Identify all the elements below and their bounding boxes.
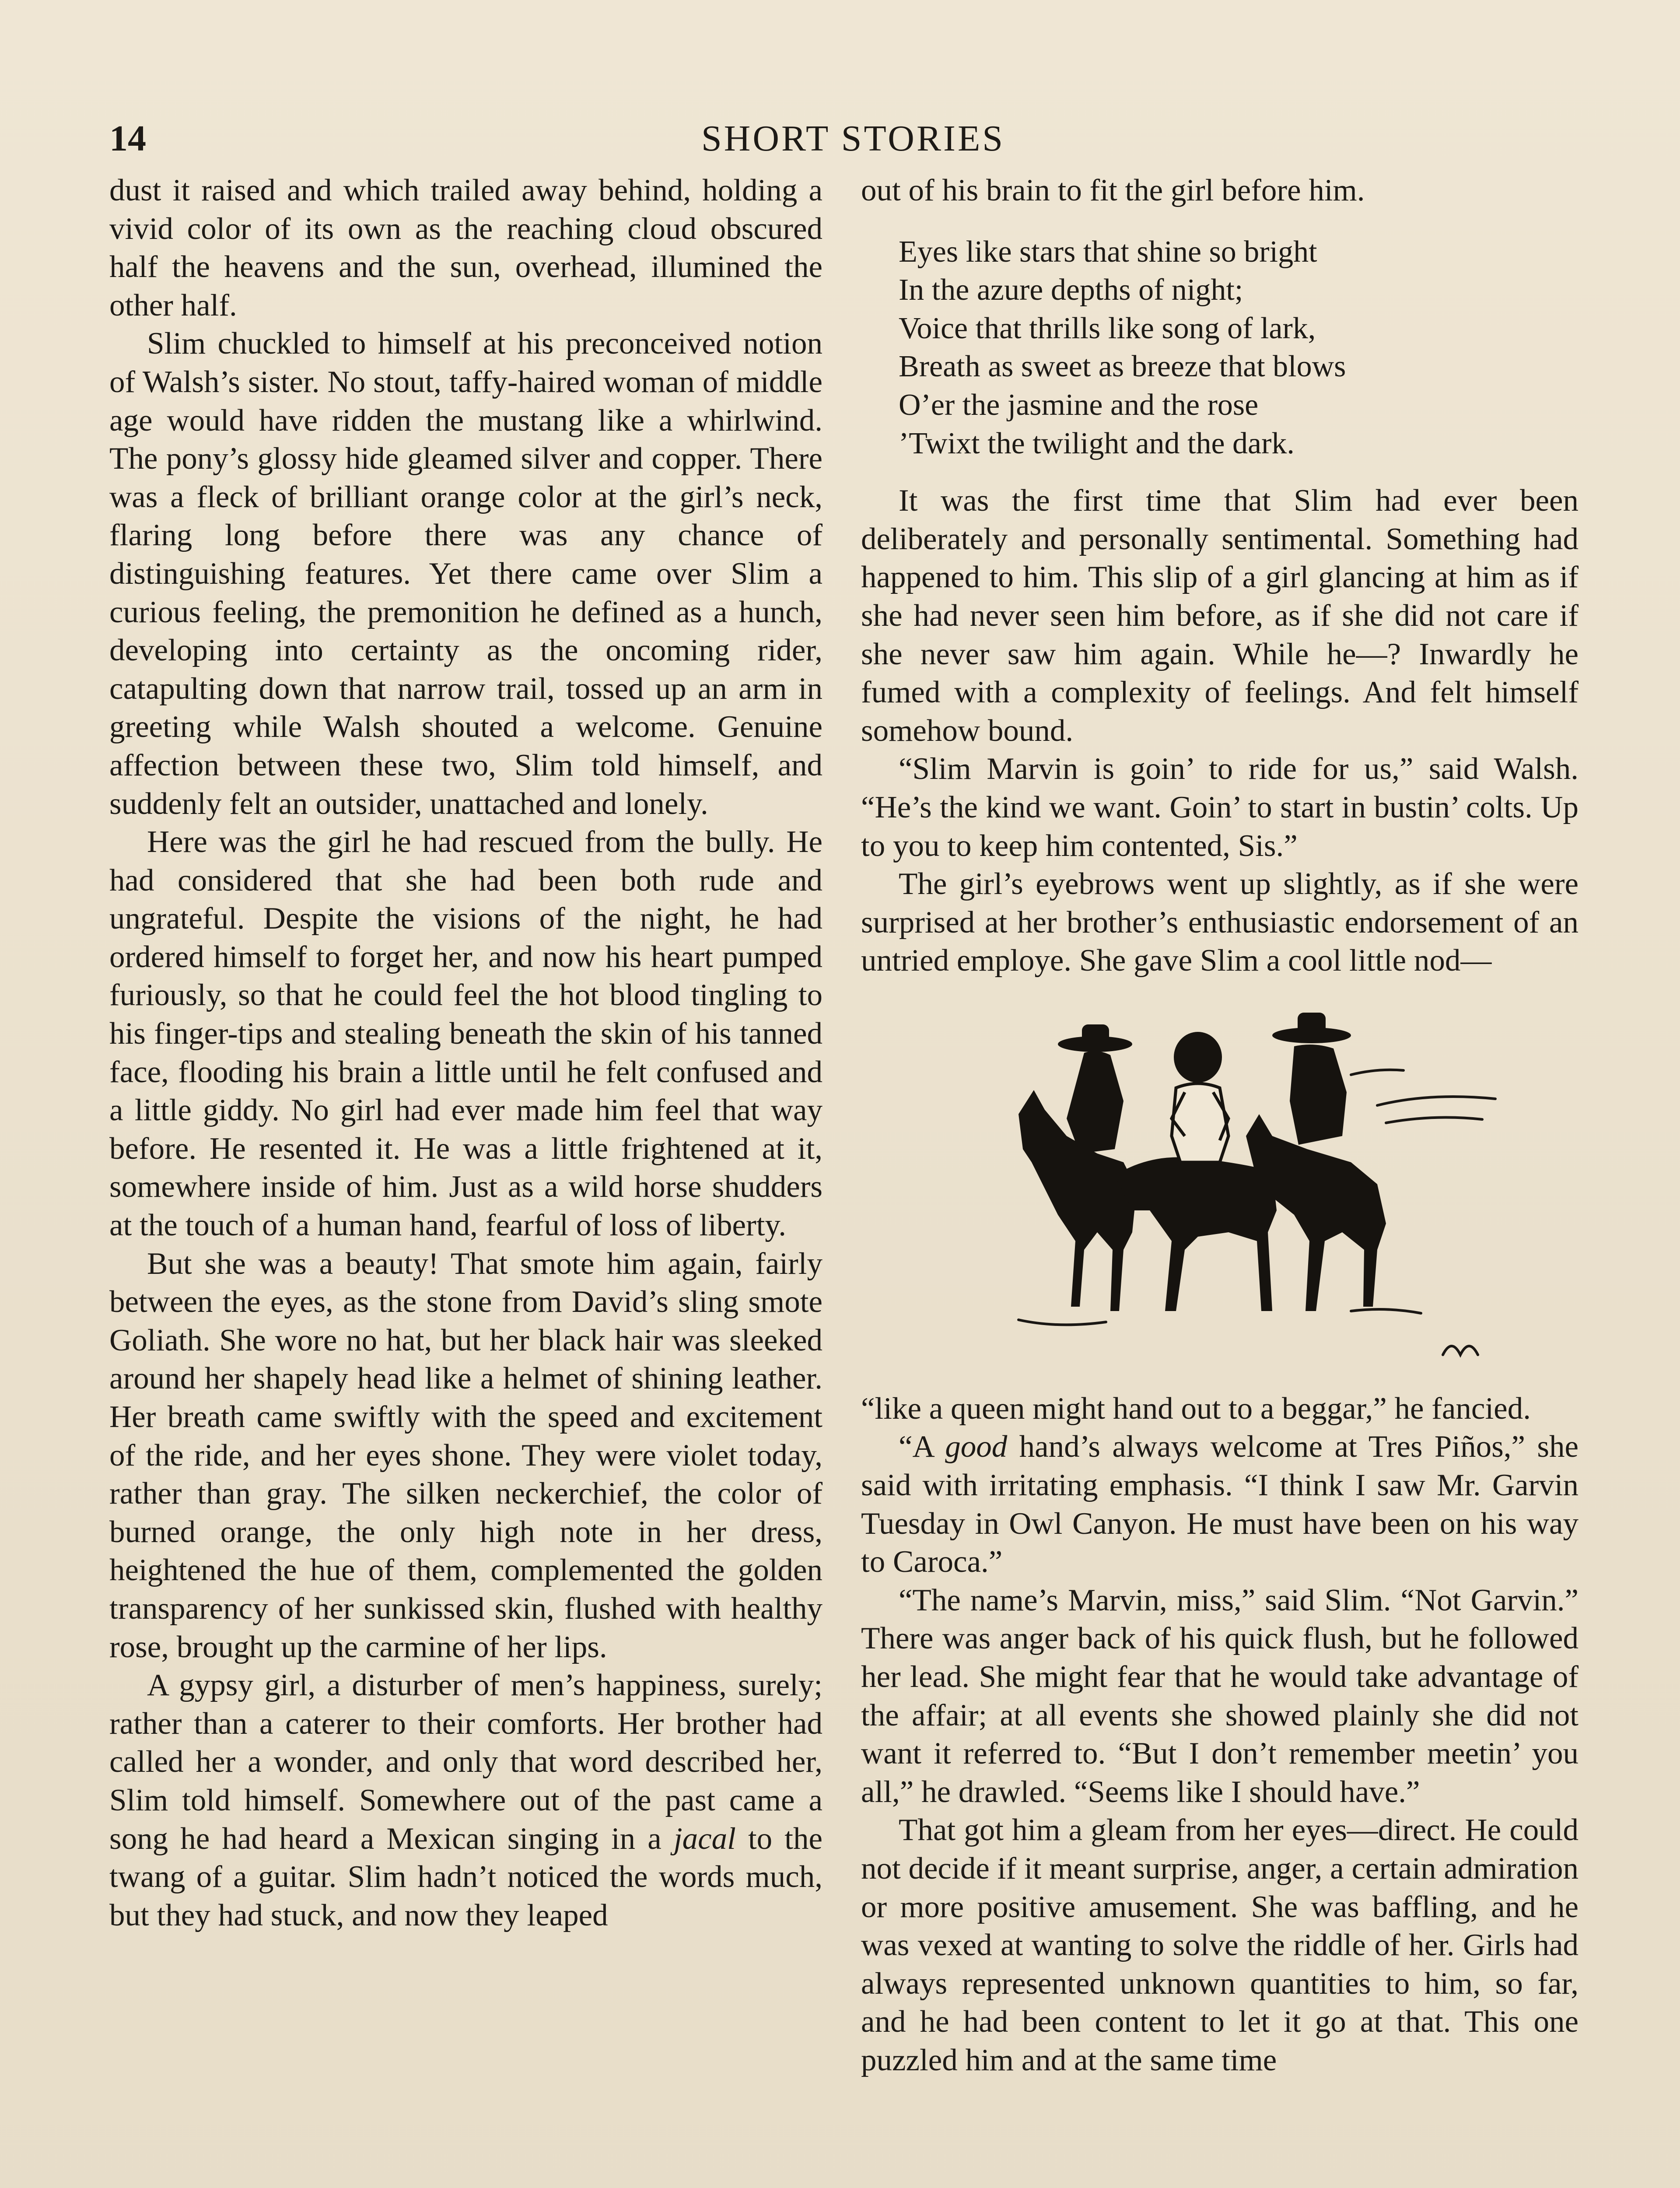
italic-word: jacal [673, 1821, 736, 1856]
left-column [109, 172, 822, 1935]
riders-illustration [992, 1005, 1522, 1377]
poem-stanza [899, 233, 1578, 463]
paragraph: It was the first time that Slim had ever been deliberately and personally sentimental. Something had happened to him. This slip of a girl glancing at him as if she had never seen him before, as if she did not care if she never saw him again. While he—? Inwardly he fumed with a complexity of feelings. And felt himself somehow bound. [861, 484, 1578, 748]
middle-rider [1115, 1032, 1277, 1311]
paragraph: out of his brain to fit the girl before him. [861, 173, 1365, 207]
page-number: 14 [109, 118, 146, 159]
three-riders-drawing [992, 1005, 1522, 1377]
sky-line [1377, 1097, 1495, 1105]
text-run: to the twang of a guitar. Slim hadn’t noticed the words much, but they had stuck, and now they leaped [109, 1821, 823, 1932]
signature-mark [1443, 1346, 1478, 1355]
poem-line: ’Twixt the twilight and the dark. [899, 426, 1295, 460]
paragraph: “like a queen might hand out to a beggar,” he fancied. [861, 1391, 1531, 1426]
paragraph [109, 1666, 822, 1935]
paragraph: dust it raised and which trailed away behind, holding a vivid color of its own as the reaching cloud obscured half the heavens and the sun, overhead, illumined the other half. [109, 173, 822, 323]
paragraph [861, 1428, 1578, 1581]
left-rider [1018, 1024, 1137, 1311]
italic-word: good [945, 1430, 1008, 1464]
poem-line: Eyes like stars that shine so bright [899, 235, 1317, 269]
ground-line [1351, 1309, 1421, 1313]
poem-line: In the azure depths of night; [899, 273, 1243, 307]
paragraph: Slim chuckled to himself at his preconceived notion of Walsh’s sister. No stout, taffy-haired woman of middle age would have ridden the mustang like a whirlwind. The pony’s glossy hide gleamed silver and copper. There was a fleck of brilliant orange color at the girl’s neck, flaring long before there was any chance of distinguishing features. Yet there came over Slim a curious feeling, the premonition he defined as a hunch, developing into certainty as the oncoming rider, catapulting down that narrow trail, tossed up an arm in greeting while Walsh shouted a welcome. Genuine affection between these two, Slim told himself, and suddenly felt an outsider, unattached and lonely. [109, 326, 822, 821]
poem-line: Voice that thrills like song of lark, [899, 311, 1316, 345]
poem-line: Breath as sweet as breeze that blows [899, 350, 1346, 384]
paragraph: Here was the girl he had rescued from the bully. He had considered that she had been both rude and ungrateful. Despite the visions of the night, he had ordered himself to forget her, and now his heart pumped furiously, so that he could feel the hot blood tingling to his finger-tips and stealing beneath the skin of his tanned face, flooding his brain a little until he felt confused and a little giddy. No girl had ever made him feel that way before. He resented it. He was a little frightened at it, somewhere inside of him. Just as a wild horse shudders at the touch of a human hand, fearful of loss of liberty. [109, 825, 822, 1243]
text-run: “A [899, 1430, 945, 1464]
right-column [861, 172, 1578, 2080]
sky-line [1351, 1070, 1404, 1075]
paragraph: “Slim Marvin is goin’ to ride for us,” said Walsh. “He’s the kind we want. Goin’ to start in bustin’ colts. Up to you to keep him contented, Sis.” [861, 752, 1578, 863]
paragraph: But she was a beauty! That smote him again, fairly between the eyes, as the stone from David’s sling smote Goliath. She wore no hat, but her black hair was sleeked around her shapely head like a helmet of shining leather. Her breath came swiftly with the speed and excitement of the ride, and her eyes shone. They were violet today, rather than gray. The silken neckerchief, the color of burned orange, the only high note in her dress, heightened the hue of them, complemented the golden transparency of her sunkissed skin, flushed with healthy rose, brought up the carmine of her lips. [109, 1246, 822, 1664]
running-title: SHORT STORIES [701, 118, 1005, 159]
poem-line: O’er the jasmine and the rose [899, 388, 1259, 422]
ground-line [1018, 1320, 1106, 1325]
paragraph: The girl’s eyebrows went up slightly, as if she were surprised at her brother’s enthusiastic endorsement of an untried employe. She gave Slim a cool little nod— [861, 867, 1578, 978]
text-run: A gypsy girl, a disturber of men’s happiness, surely; rather than a caterer to their comforts. Her brother had called her a wonder, and only that word described her, Slim told himself. Somewhere out of the past came a song he had heard a Mexican singing in a [109, 1668, 822, 1856]
paragraph: “The name’s Marvin, miss,” said Slim. “Not Garvin.” There was anger back of his quick flush, but he followed her lead. She might fear that he would take advantage of the affair; at all events she showed plainly she did not want it referred to. “But I don’t remember meetin’ you all,” he drawled. “Seems like I should have.” [861, 1583, 1578, 1809]
sky-line [1386, 1117, 1482, 1123]
page-header [109, 117, 1597, 165]
text-run: hand’s always welcome at Tres Piños,” she said with irritating emphasis. “I think I saw Mr. Garvin Tuesday in Owl Canyon. He must have been on his way to Caroca.” [861, 1430, 1578, 1579]
paragraph: That got him a gleam from her eyes—direct. He could not decide if it meant surprise, anger, a certain admiration or more positive amusement. She was baffling, and he was vexed at wanting to solve the riddle of her. Girls had always represented unknown quantities to him, so far, and he had been content to let it go at that. This one puzzled him and at the same time [861, 1813, 1578, 2077]
